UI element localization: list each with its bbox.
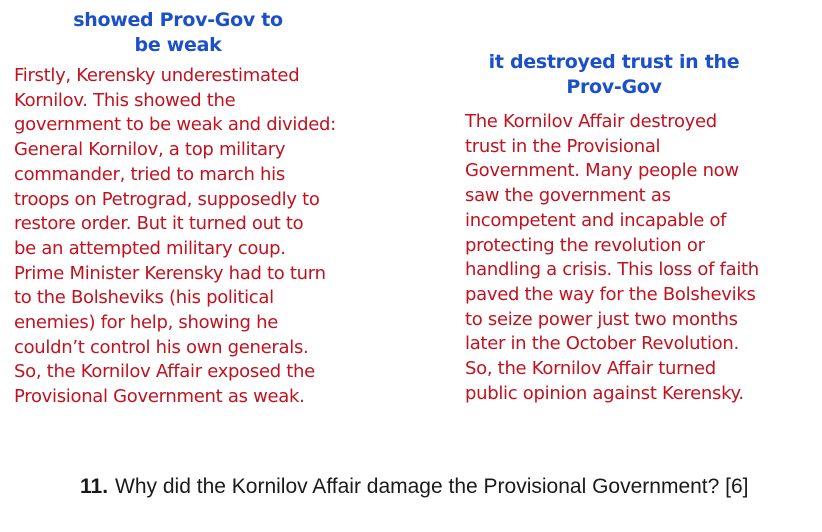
left-column-body xyxy=(14,64,414,410)
note-line: to seize power just two months xyxy=(465,308,738,330)
note-line: public opinion against Kerensky. xyxy=(465,382,744,404)
note-line: Firstly, Kerensky underestimated xyxy=(14,65,300,86)
right-column-heading xyxy=(446,50,782,100)
note-line: troops on Petrograd, supposedly to xyxy=(14,188,320,210)
question-text: Why did the Kornilov Affair damage the Provisional Government? [6] xyxy=(115,475,749,498)
note-line: Provisional Government as weak. xyxy=(14,386,305,408)
left-column-heading xyxy=(10,8,346,58)
note-line: General Kornilov, a top military xyxy=(14,139,286,161)
note-line: to the Bolsheviks (his political xyxy=(14,287,274,309)
note-line: paved the way for the Bolsheviks xyxy=(465,283,756,305)
note-line: later in the October Revolution. xyxy=(465,333,739,355)
note-line: protecting the revolution or xyxy=(465,234,705,256)
note-line: enemies) for help, showing he xyxy=(14,312,278,334)
note-line: trust in the Provisional xyxy=(465,135,661,157)
note-line: commander, tried to march his xyxy=(14,163,285,185)
note-line: couldn’t control his own generals. xyxy=(14,336,309,358)
note-line: be an attempted military coup. xyxy=(14,237,286,259)
note-line: restore order. But it turned out to xyxy=(14,213,304,235)
heading-line: showed Prov-Gov to xyxy=(73,9,283,31)
right-column-body xyxy=(465,110,821,406)
note-line: handling a crisis. This loss of faith xyxy=(465,259,759,281)
heading-line: it destroyed trust in the xyxy=(488,51,740,73)
exam-question xyxy=(80,474,800,500)
note-line: The Kornilov Affair destroyed xyxy=(465,111,717,132)
note-line: Prime Minister Kerensky had to turn xyxy=(14,262,326,284)
note-line: government to be weak and divided: xyxy=(14,114,336,136)
note-line: So, the Kornilov Affair exposed the xyxy=(14,361,315,383)
heading-line: Prov-Gov xyxy=(566,76,662,98)
note-line: So, the Kornilov Affair turned xyxy=(465,358,716,380)
note-line: Kornilov. This showed the xyxy=(14,89,236,111)
note-line: Government. Many people now xyxy=(465,160,739,182)
question-number: 11. xyxy=(80,475,109,498)
note-line: saw the government as xyxy=(465,185,671,207)
note-line: incompetent and incapable of xyxy=(465,209,727,231)
heading-line: be weak xyxy=(134,34,222,56)
